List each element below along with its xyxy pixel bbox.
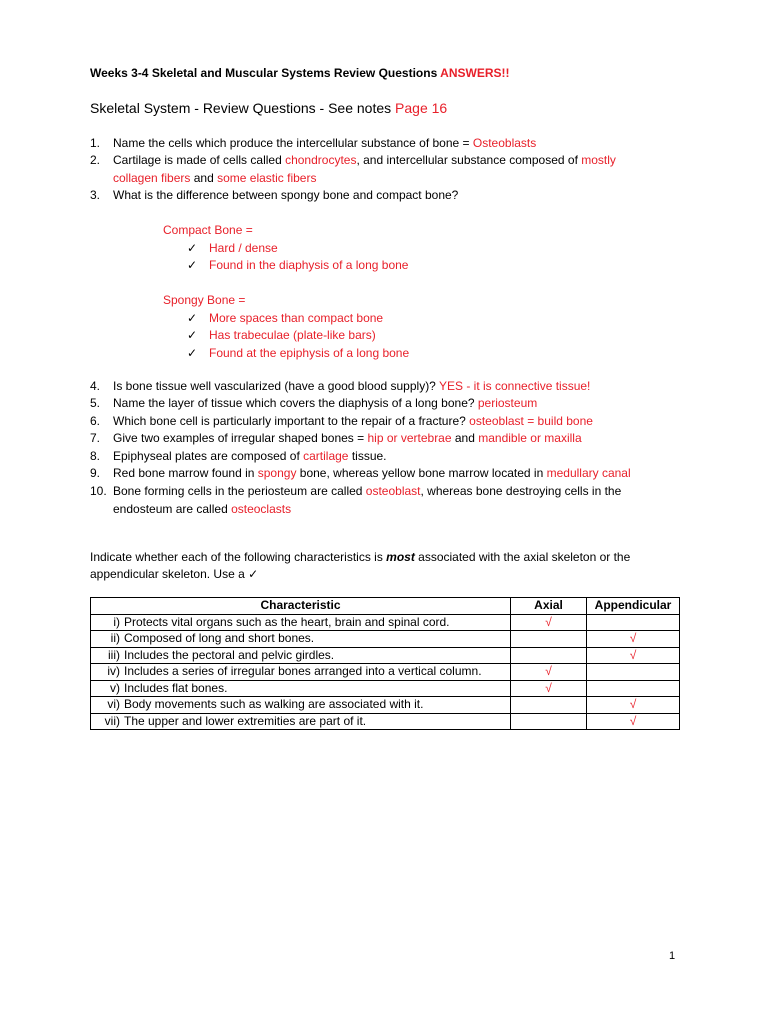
header-appendicular: Appendicular (587, 598, 680, 615)
appendicular-cell (587, 614, 680, 631)
question-9: 9. Red bone marrow found in spongy bone, whereas yellow bone marrow located in medullary canal (90, 466, 631, 480)
question-2: 2. Cartilage is made of cells called chondrocytes, and intercellular substance composed of mostly collagen fibers and some elastic fibers (90, 153, 616, 185)
appendicular-cell: √ (587, 631, 680, 648)
compact-bone-block (163, 222, 408, 275)
appendicular-cell: √ (587, 697, 680, 714)
skeleton-table (90, 597, 680, 730)
compact-item: ✓ Found in the diaphysis of a long bone (163, 257, 408, 275)
spongy-item: ✓ More spaces than compact bone (163, 310, 409, 328)
table-instructions: Indicate whether each of the following characteristics is most associated with the axial skeleton or the appendicular skeleton. Use a ✓ (90, 550, 631, 581)
table-row: ii) Composed of long and short bones. √ (91, 631, 680, 648)
compact-item: ✓ Hard / dense (163, 240, 408, 258)
check-icon: ✓ (187, 240, 198, 255)
appendicular-cell (587, 664, 680, 681)
table-header-row (91, 598, 680, 615)
question-1: 1. Name the cells which produce the intercellular substance of bone = Osteoblasts (90, 136, 537, 150)
check-icon: ✓ (187, 345, 198, 360)
axial-cell (511, 713, 587, 730)
question-7: 7. Give two examples of irregular shaped bones = hip or vertebrae and mandible or maxilla (90, 431, 582, 445)
appendicular-cell: √ (587, 647, 680, 664)
check-icon: ✓ (187, 258, 198, 272)
table-row: vii) The upper and lower extremities are part of it. √ (91, 713, 680, 730)
section-subtitle: Skeletal System - Review Questions - See notes Page 16 (90, 100, 448, 116)
axial-cell (511, 697, 587, 714)
axial-cell: √ (511, 664, 587, 681)
axial-cell: √ (511, 614, 587, 631)
page-title: Weeks 3-4 Skeletal and Muscular Systems Review Questions ANSWERS!! (90, 66, 510, 80)
compact-bone-label: Compact Bone = (163, 223, 253, 237)
appendicular-cell: √ (587, 713, 680, 730)
question-3: 3. What is the difference between spongy bone and compact bone? (90, 188, 459, 202)
table-row: iii) Includes the pectoral and pelvic girdles. √ (91, 647, 680, 664)
axial-cell (511, 631, 587, 648)
question-6: 6. Which bone cell is particularly important to the repair of a fracture? osteoblast = build bone (90, 414, 593, 428)
table-row: i) Protects vital organs such as the heart, brain and spinal cord. √ (91, 614, 680, 631)
spongy-item: ✓ Has trabeculae (plate-like bars) (163, 327, 409, 345)
table-row: vi) Body movements such as walking are associated with it. √ (91, 697, 680, 714)
question-5: 5. Name the layer of tissue which covers the diaphysis of a long bone? periosteum (90, 396, 538, 410)
table-row: iv) Includes a series of irregular bones arranged into a vertical column. √ (91, 664, 680, 681)
axial-cell (511, 647, 587, 664)
header-axial: Axial (511, 598, 587, 615)
check-icon: ✓ (187, 310, 198, 325)
spongy-bone-block (163, 292, 409, 362)
question-8: 8. Epiphyseal plates are composed of cartilage tissue. (90, 449, 387, 463)
page-number: 1 (669, 950, 676, 962)
spongy-item: ✓ Found at the epiphysis of a long bone (163, 345, 409, 363)
header-characteristic: Characteristic (91, 598, 511, 615)
question-4: 4. Is bone tissue well vascularized (have a good blood supply)? YES - it is connective tissue! (90, 379, 591, 393)
axial-cell: √ (511, 680, 587, 697)
appendicular-cell (587, 680, 680, 697)
spongy-bone-label: Spongy Bone = (163, 293, 246, 307)
question-10: 10. Bone forming cells in the periosteum are called osteoblast, whereas bone destroying cells in the endosteum are called osteoclasts (90, 484, 622, 516)
table-row: v) Includes flat bones. √ (91, 680, 680, 697)
check-icon: ✓ (187, 328, 198, 342)
